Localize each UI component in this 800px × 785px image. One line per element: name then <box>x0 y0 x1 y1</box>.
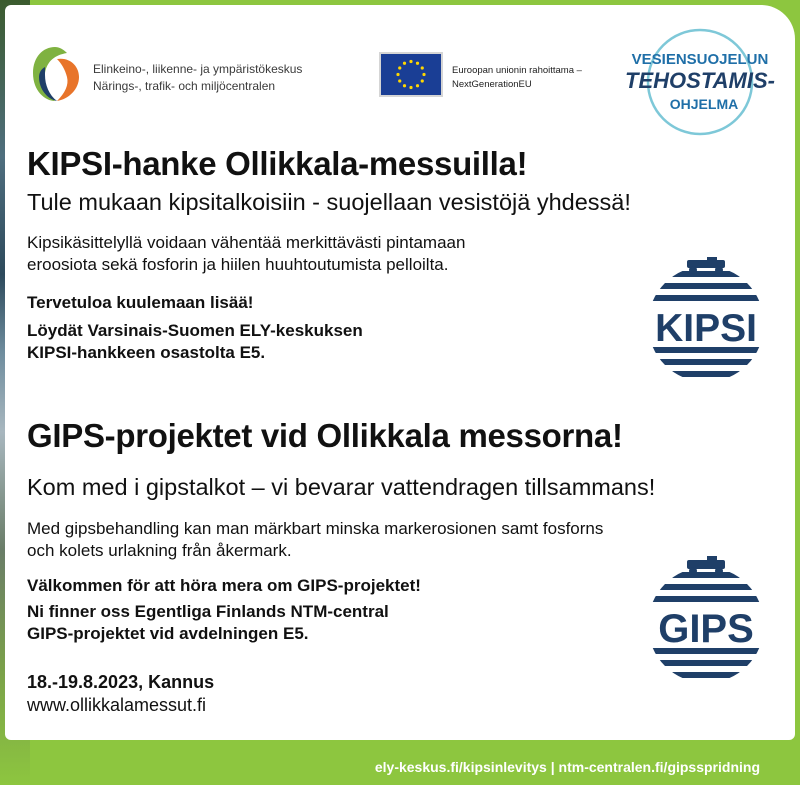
eu-star-icon <box>409 60 412 63</box>
eu-star-icon <box>403 62 406 65</box>
event-website-link[interactable]: www.ollikkalamessut.fi <box>27 695 207 715</box>
ely-name-fi: Elinkeino-, liikenne- ja ympäristökeskus <box>93 62 303 76</box>
eu-funding-line2: NextGenerationEU <box>452 79 532 90</box>
eu-funding-line1: Euroopan unionin rahoittama – <box>452 65 582 76</box>
body-sv <box>27 518 603 562</box>
info-fi-line1: Tervetuloa kuulemaan lisää! <box>27 293 254 312</box>
badge-line2: TEHOSTAMIS- <box>625 68 775 93</box>
info-sv-line2: Ni finner oss Egentliga Finlands NTM-central <box>27 602 389 621</box>
ely-name <box>93 61 302 95</box>
footer-links[interactable]: ely-keskus.fi/kipsinlevitys | ntm-centralen.fi/gipsspridning <box>374 759 760 775</box>
body-sv-line2: och kolets urlakning från åkermark. <box>27 541 292 560</box>
gips-logo-text: GIPS <box>658 607 754 651</box>
badge-line1: VESIENSUOJELUN <box>631 51 769 68</box>
ely-logo-icon <box>27 43 83 105</box>
eu-star-icon <box>403 84 406 87</box>
ely-name-sv: Närings-, trafik- och miljöcentralen <box>93 79 276 93</box>
info-fi-line2: Löydät Varsinais-Suomen ELY-keskuksen <box>27 321 363 340</box>
event-date-place: 18.-19.8.2023, Kannus <box>27 672 215 692</box>
subtitle-fi: Tule mukaan kipsitalkoisiin - suojellaan vesistöjä yhdessä! <box>27 189 631 215</box>
kipsi-logo-icon <box>641 257 771 384</box>
title-fi: KIPSI-hanke Ollikkala-messuilla! <box>27 145 528 182</box>
body-sv-line1: Med gipsbehandling kan man märkbart minska markerosionen samt fosforns <box>27 519 604 538</box>
eu-star-icon <box>416 84 419 87</box>
badge-line3: OHJELMA <box>669 96 739 112</box>
eu-star-icon <box>416 62 419 65</box>
eu-star-icon <box>396 73 399 76</box>
eu-star-icon <box>409 86 412 89</box>
kipsi-logo-text: KIPSI <box>655 307 757 350</box>
info-sv <box>27 575 421 645</box>
eu-star-icon <box>398 79 401 82</box>
eu-star-icon <box>421 79 424 82</box>
info-fi-line3: KIPSI-hankkeen osastolta E5. <box>27 343 266 362</box>
body-fi-line1: Kipsikäsittelyllä voidaan vähentää merkittävästi pintamaan <box>27 233 466 252</box>
gips-logo-icon <box>641 555 771 687</box>
eu-star-icon <box>398 66 401 69</box>
info-sv-line1: Välkommen för att höra mera om GIPS-projektet! <box>27 576 421 595</box>
eu-funding-text <box>452 64 582 92</box>
info-fi <box>27 292 363 364</box>
eu-star-icon <box>421 66 424 69</box>
body-fi <box>27 232 465 276</box>
eu-flag-icon <box>379 52 443 97</box>
body-fi-line2: eroosiota sekä fosforin ja hiilen huuhtoutumista pelloilta. <box>27 255 449 274</box>
subtitle-sv: Kom med i gipstalkot – vi bevarar vattendragen tillsammans! <box>27 474 656 500</box>
eu-stars-icon <box>381 54 441 95</box>
tehostamisohjelma-badge <box>620 22 780 138</box>
eu-star-icon <box>422 73 425 76</box>
title-sv: GIPS-projektet vid Ollikkala messorna! <box>27 417 623 454</box>
info-sv-line3: GIPS-projektet vid avdelningen E5. <box>27 624 309 643</box>
poster-card <box>5 5 795 740</box>
